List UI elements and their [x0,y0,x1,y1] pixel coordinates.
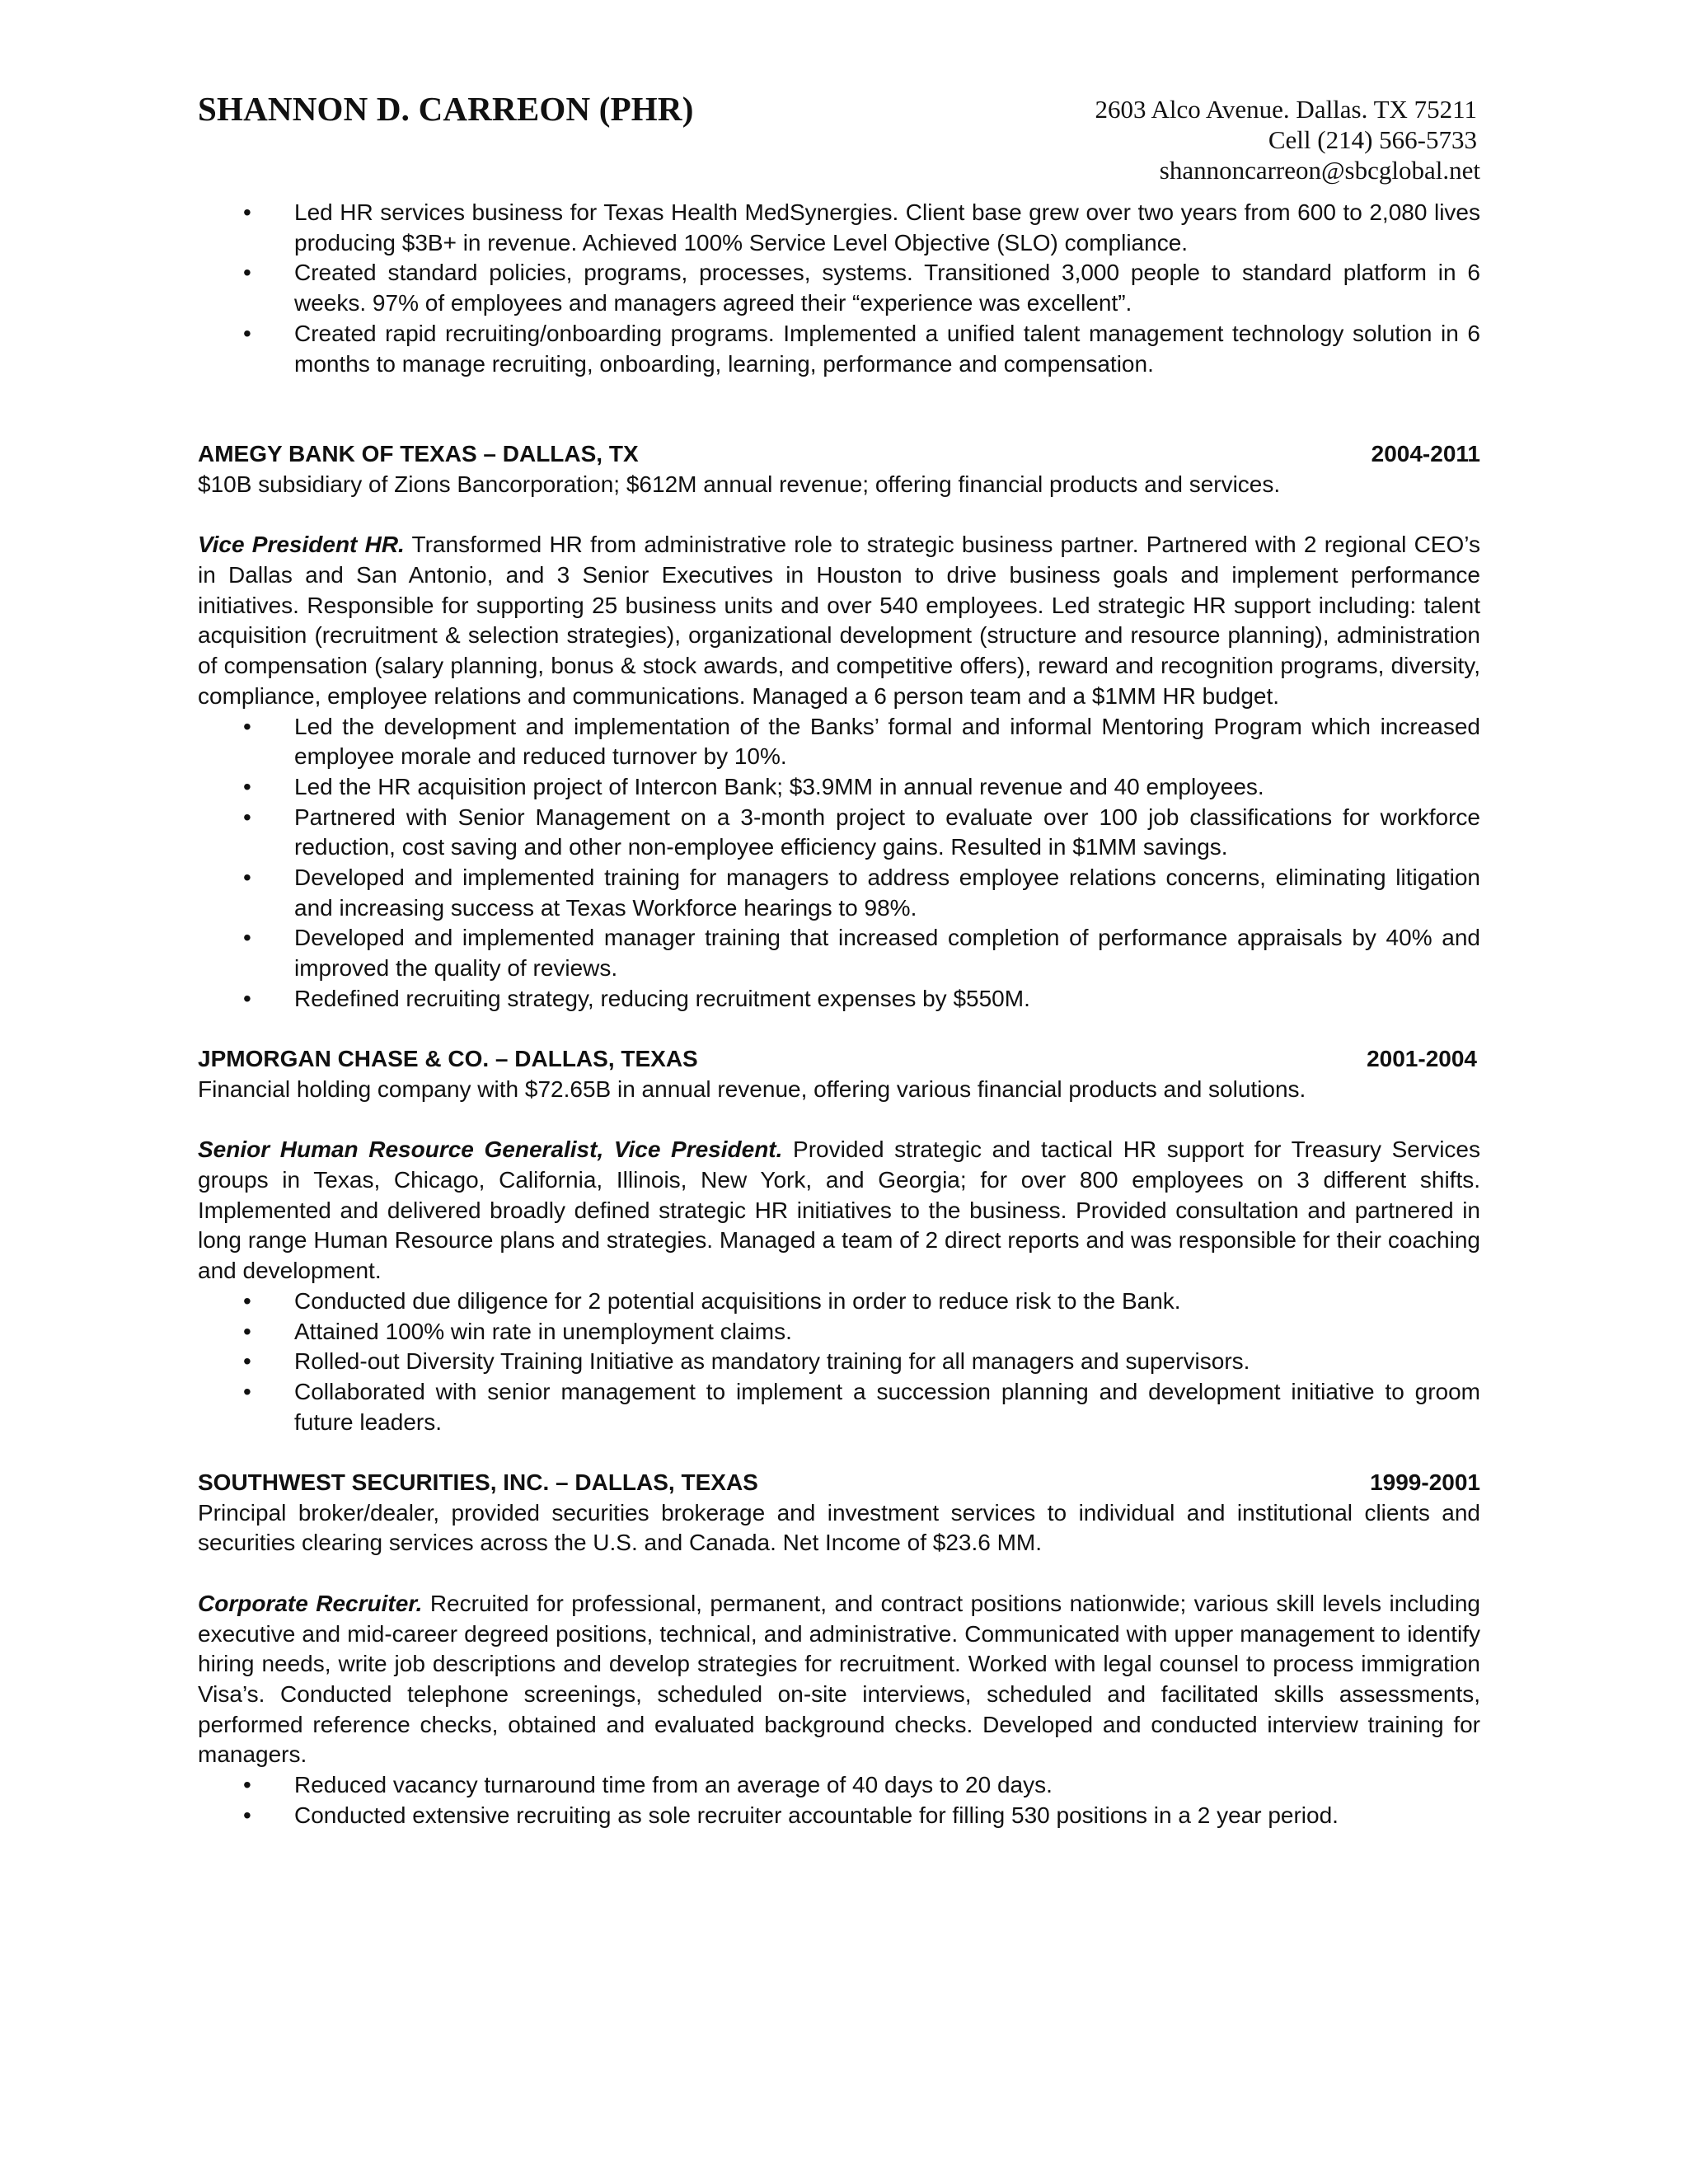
list-item: • Led the HR acquisition project of Intercon Bank; $3.9MM in annual revenue and 40 employees. [198,772,1480,803]
employment-years: 2001-2004 [1367,1046,1477,1072]
company-description: $10B subsidiary of Zions Bancorporation; $612M annual revenue; offering financial products and services. [198,471,1281,497]
role-summary [198,530,1480,711]
spacer [198,500,1480,531]
list-item: • Rolled-out Diversity Training Initiative as mandatory training for all managers and supervisors. [198,1347,1480,1377]
company-row [198,1044,1480,1075]
contact-block [1095,94,1480,185]
role-summary-text: Transformed HR from administrative role to strategic business partner. Partnered with 2 regional CEO’s in Dallas and San Antonio, and 3 Senior Executives in Houston to drive business goals and implement performance initiatives. Responsible for supporting 25 business units and over 540 employees. Led strategic HR support including: talent acquisition (recruitment & selection strategies), organizational development (structure and resource planning), administration of compensation (salary planning, bonus & stock awards, and competitive offers), reward and recognition programs, diversity, compliance, employee relations and communications. Managed a 6 person team and a $1MM HR budget. [198,532,1480,709]
job-section-jpmorgan [198,1044,1480,1437]
role-title: Corporate Recruiter. [198,1590,423,1616]
list-item: • Collaborated with senior management to implement a succession planning and development initiative to groom future leaders. [198,1377,1480,1437]
list-item: • Led HR services business for Texas Health MedSynergies. Client base grew over two years from 600 to 2,080 lives producing $3B+ in revenue. Achieved 100% Service Level Objective (SLO) compliance. [198,198,1480,258]
contact-phone: Cell (214) 566-5733 [1268,125,1477,154]
spacer [198,1437,1480,1468]
company-row [198,1468,1480,1498]
resume-header [198,89,1480,184]
intro-bullet-list [198,198,1480,379]
spacer [198,1558,1480,1589]
role-summary-text: Provided strategic and tactical HR support for Treasury Services groups in Texas, Chicago, California, Illinois, New York, and Georgia; for over 800 employees on 3 different shifts. Implemented and delivered broadly defined strategic HR initiatives to the business. Provided consultation and partnered in long range Human Resource plans and strategies. Managed a team of 2 direct reports and was responsible for their coaching and development. [198,1137,1480,1284]
role-title: Vice President HR. [198,532,405,558]
role-summary [198,1135,1480,1286]
achievement-list [198,712,1480,1015]
list-item: • Redefined recruiting strategy, reducing recruitment expenses by $550M. [198,984,1480,1015]
job-section-southwest [198,1468,1480,1830]
contact-email: shannoncarreon@sbcglobal.net [1159,156,1480,185]
employment-years: 2004-2011 [1371,441,1480,467]
list-item: • Reduced vacancy turnaround time from an average of 40 days to 20 days. [198,1770,1480,1801]
list-item: • Conducted due diligence for 2 potential acquisitions in order to reduce risk to the Bank. [198,1286,1480,1317]
achievement-list [198,1770,1480,1830]
job-section-amegy [198,439,1480,1014]
candidate-name: SHANNON D. CARREON (PHR) [198,90,694,128]
resume-body [198,198,1480,1830]
spacer [198,1015,1480,1045]
list-item: • Created standard policies, programs, processes, systems. Transitioned 3,000 people to standard platform in 6 weeks. 97% of employees and managers agreed their “experience was excellent”. [198,258,1480,318]
list-item: • Created rapid recruiting/onboarding programs. Implemented a unified talent management technology solution in 6 months to manage recruiting, onboarding, learning, performance and compensation. [198,319,1480,379]
role-summary-text: Recruited for professional, permanent, and contract positions nationwide; various skill levels including executive and mid-career degreed positions, technical, and administrative. Communicated with upper management to identify hiring needs, write job descriptions and develop strategies for recruitment. Worked with legal counsel to process immigration Visa’s. Conducted telephone screenings, scheduled on-site interviews, scheduled and facilitated skills assessments, performed reference checks, obtained and evaluated background checks. Developed and conducted interview training for managers. [198,1590,1480,1768]
company-name: AMEGY BANK OF TEXAS – DALLAS, TX [198,441,639,467]
list-item: • Attained 100% win rate in unemployment claims. [198,1317,1480,1347]
list-item: • Conducted extensive recruiting as sole recruiter accountable for filling 530 positions in a 2 year period. [198,1801,1480,1831]
role-title: Senior Human Resource Generalist, Vice President. [198,1137,783,1163]
company-name: JPMORGAN CHASE & CO. – DALLAS, TEXAS [198,1046,698,1072]
spacer [198,379,1480,439]
contact-address: 2603 Alco Avenue. Dallas. TX 75211 [1095,95,1477,124]
list-item: • Partnered with Senior Management on a 3-month project to evaluate over 100 job classifications for workforce reduction, cost saving and other non-employee efficiency gains. Resulted in $1MM savings. [198,803,1480,863]
spacer [198,1105,1480,1136]
company-description: Financial holding company with $72.65B in annual revenue, offering various financial products and solutions. [198,1076,1306,1102]
employment-years: 1999-2001 [1370,1469,1480,1496]
company-row [198,439,1480,470]
list-item: • Developed and implemented training for managers to address employee relations concerns, eliminating litigation and increasing success at Texas Workforce hearings to 98%. [198,863,1480,923]
achievement-list [198,1286,1480,1438]
company-description: Principal broker/dealer, provided securities brokerage and investment services to individual and institutional clients and securities clearing services across the U.S. and Canada. Net Income of $23.6 MM. [198,1499,1480,1556]
role-summary [198,1589,1480,1770]
list-item: • Developed and implemented manager training that increased completion of performance appraisals by 40% and improved the quality of reviews. [198,923,1480,983]
company-name: SOUTHWEST SECURITIES, INC. – DALLAS, TEXAS [198,1469,758,1496]
list-item: • Led the development and implementation of the Banks’ formal and informal Mentoring Program which increased employee morale and reduced turnover by 10%. [198,712,1480,772]
